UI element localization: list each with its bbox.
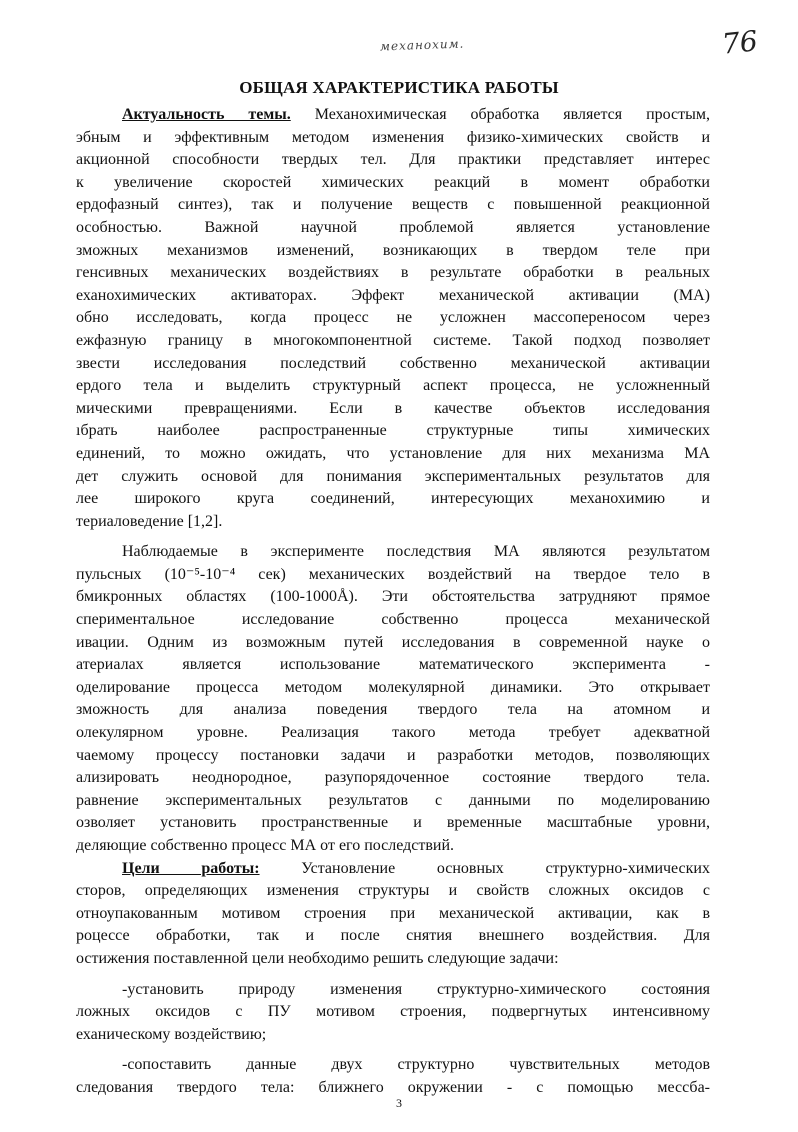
text-line: деляющие собственно процесс МА от его последствий. [76,837,455,854]
text-line: атериалах является использование математического эксперимента - [76,656,710,674]
goals-first-line [76,858,710,881]
text-line: чаемому процессу постановки задачи и разработки методов, позволяющих [76,746,710,764]
text-line: пульсных (10⁻⁵-10⁻⁴ сек) механических воздействий на твердое тело в [76,565,710,583]
text-line: озволяет установить пространственные и временные масштабные уровни, [76,814,710,832]
goals-heading: Цели работы: [122,859,260,877]
text-line: дет служить основой для понимания экспериментальных результатов для [76,467,710,485]
paragraph-gap [76,1046,710,1054]
text-line: равнение экспериментальных результатов с данными по моделированию [76,791,710,809]
handwritten-page-number: 76 [720,24,760,61]
page-title: ОБЩАЯ ХАРАКТЕРИСТИКА РАБОТЫ [239,78,559,97]
text-line: обно исследовать, когда процесс не усложнен массопереносом через [76,309,710,327]
text-line: эбным и эффективным методом изменения физико-химических свойств и [76,128,710,146]
text-line: акционной способности твердых тел. Для практики представляет интерес [76,151,710,169]
text-line: роцессе обработки, так и после снятия внешнего воздействия. Для [76,927,710,945]
paragraph-gap [76,533,710,541]
text-line: лее широкого круга соединений, интересующих механохимию и [76,490,710,508]
text-line: мическими превращениями. Если в качестве объектов исследования [76,399,710,417]
text-line: ивации. Одним из возможным путей исследования в современной науке о [76,633,710,651]
relevance-first-line [76,104,710,127]
text-line: ложных оксидов с ПУ мотивом строения, подвергнутых интенсивному [76,1003,710,1021]
text-line: спериментальное исследование собственно процесса механической [76,611,710,629]
text-line: ежфазную границу в многокомпонентной системе. Такой подход позволяет [76,331,710,349]
page-number: 3 [396,1096,402,1110]
observations-first-line: Наблюдаемые в эксперименте последствия МА являются результатом [122,543,710,561]
text-line: ердого тела и выделить структурный аспект процесса, не усложненный [76,377,710,395]
text-line: еханическому воздействию; [76,1025,267,1043]
text-line: ердофазный синтез), так и получение веществ с повышенной реакционной [76,196,710,214]
text-line: териаловедение [1,2]. [76,512,223,530]
text-line: еханохимических активаторах. Эффект механической активации (МА) [76,286,710,304]
text-line: зможных механизмов изменений, возникающих в твердом теле при [76,241,710,259]
paragraph-gap [76,971,710,979]
text-line: к увеличение скоростей химических реакций в момент обработки [76,173,710,191]
handwritten-note: механохим. [379,36,465,54]
relevance-heading: Актуальность темы. [122,106,291,123]
task-first-line: -установить природу изменения структурно-химического состояния [122,980,710,998]
text-line: бмикронных областях (100-1000Å). Эти обстоятельства затрудняют прямое [76,588,710,606]
text-line: остижения поставленной цели необходимо решить следующие задачи: [76,949,559,967]
text-line: зможность для анализа поведения твердого тела на атомном и [76,701,710,719]
task-first-line: -сопоставить данные двух структурно чувствительных методов [122,1056,710,1074]
text-line: звести исследования последствий собственно механической активации [76,354,710,372]
text-line: отноупакованным мотивом строения при механической активации, как в [76,904,710,922]
text-line: сторов, определяющих изменения структуры и свойств сложных оксидов с [76,882,710,900]
goals-first-line-text: Установление основных структурно-химических [301,859,710,877]
text-line: генсивных механических воздействиях в результате обработки в реальных [76,264,710,282]
text-line: следования твердого тела: ближнего окружении - с помощью мессба- [76,1078,710,1096]
text-line: особностью. Важной научной проблемой является установление [76,218,710,236]
relevance-first-line-text: Механохимическая обработка является простым, [314,106,710,123]
text-line: ıбрать наиболее распространенные структурные типы химических [76,422,710,440]
text-line: оделирование процесса методом молекулярной динамики. Это открывает [76,678,710,696]
body-text [76,104,710,1100]
text-line: олекулярном уровне. Реализация такого метода требует адекватной [76,724,710,742]
text-line: ализировать неоднородное, разупорядоченное состояние твердого тела. [76,769,710,787]
text-line: единений, то можно ожидать, что установление для них механизма МА [76,444,710,462]
